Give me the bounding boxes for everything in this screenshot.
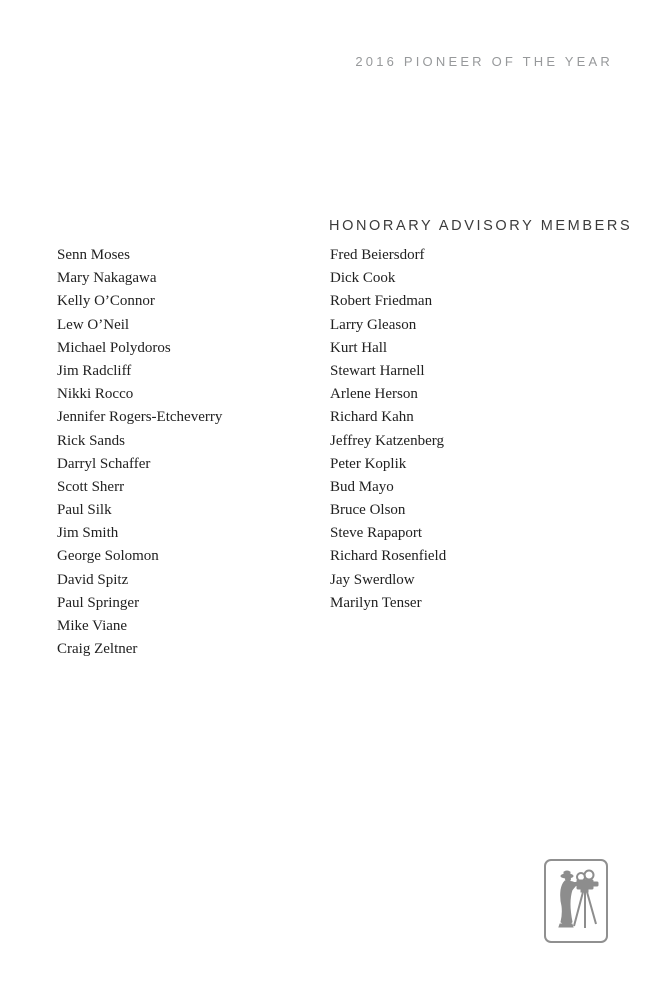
- member-name: Bud Mayo: [330, 478, 394, 495]
- member-name: Darryl Schaffer: [57, 455, 151, 472]
- member-name: Michael Polydoros: [57, 339, 171, 356]
- member-name: Robert Friedman: [330, 293, 433, 310]
- member-name: Jim Smith: [57, 525, 119, 542]
- pioneers-logo: [544, 859, 608, 943]
- member-name: David Spitz: [57, 571, 129, 588]
- member-name: Dick Cook: [330, 270, 396, 287]
- member-name: Steve Rapaport: [330, 525, 423, 542]
- member-name: Jay Swerdlow: [330, 571, 415, 588]
- member-name: Marilyn Tenser: [330, 594, 422, 611]
- member-name: Larry Gleason: [330, 316, 417, 333]
- member-name: Bruce Olson: [330, 502, 406, 519]
- member-name: Jennifer Rogers-Etcheverry: [57, 409, 223, 426]
- member-name: Mary Nakagawa: [57, 270, 157, 287]
- member-name: Richard Rosenfield: [330, 548, 447, 565]
- member-name: Rick Sands: [57, 432, 125, 449]
- member-name: Nikki Rocco: [57, 386, 134, 403]
- member-name: Senn Moses: [57, 247, 130, 263]
- member-name: Jim Radcliff: [57, 362, 132, 379]
- member-list-honorary-advisory: [330, 244, 446, 615]
- member-name: Craig Zeltner: [57, 641, 138, 658]
- member-name: Paul Silk: [57, 502, 112, 519]
- member-name: Kelly O’Connor: [57, 293, 155, 310]
- page-title: 2016 PIONEER OF THE YEAR: [355, 54, 613, 69]
- member-name: Lew O’Neil: [57, 316, 130, 333]
- member-name: Paul Springer: [57, 594, 140, 611]
- member-name: Mike Viane: [57, 618, 128, 634]
- member-name: Kurt Hall: [330, 339, 388, 356]
- member-name: Scott Sherr: [57, 478, 125, 495]
- member-name: Peter Koplik: [330, 455, 407, 472]
- member-name: Stewart Harnell: [330, 362, 425, 379]
- member-name: Richard Kahn: [330, 409, 414, 426]
- section-heading-honorary-advisory-members: HONORARY ADVISORY MEMBERS: [329, 218, 633, 234]
- member-name: Fred Beiersdorf: [330, 247, 425, 263]
- member-name: Arlene Herson: [330, 386, 418, 403]
- member-list-left: [57, 244, 222, 661]
- member-name: George Solomon: [57, 548, 159, 565]
- member-name: Jeffrey Katzenberg: [330, 432, 444, 449]
- cameraman-tripod-icon: [552, 868, 600, 934]
